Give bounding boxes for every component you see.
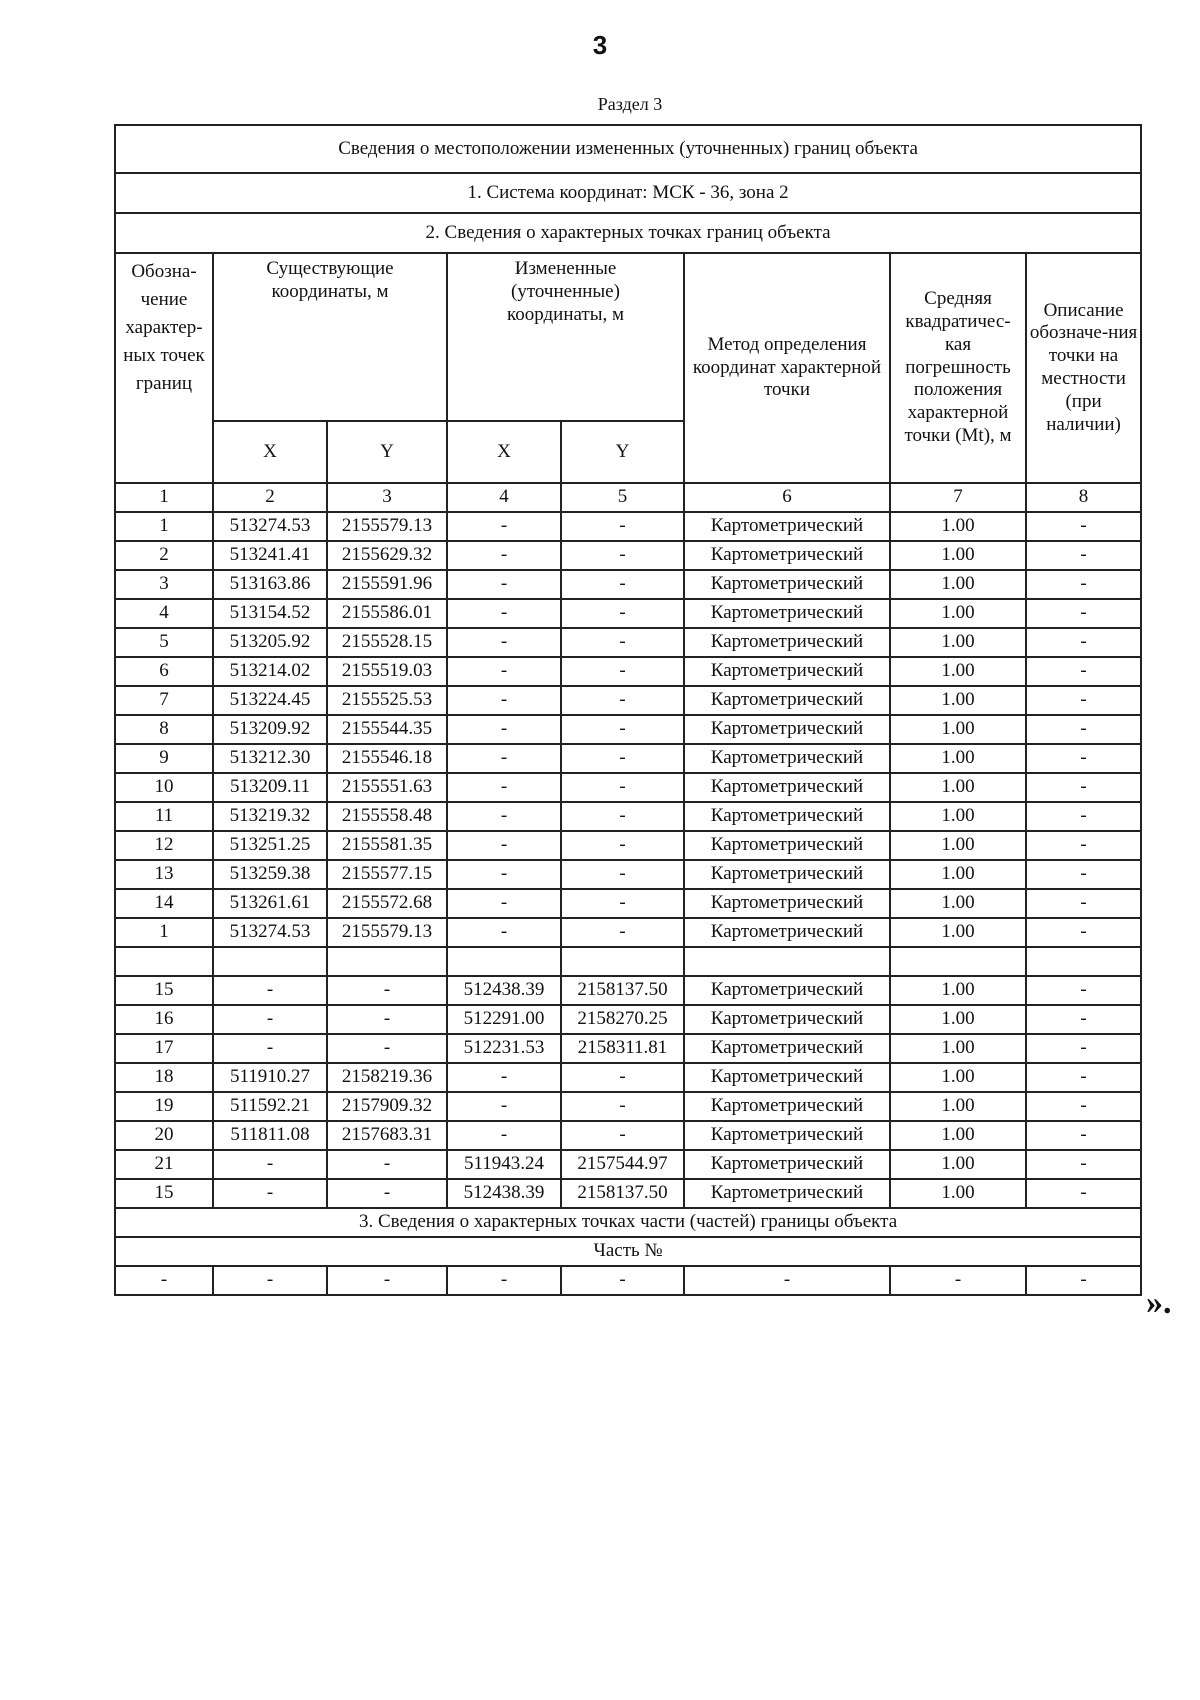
table-row: [115, 1005, 1141, 1034]
cell-existing-y: -: [327, 1150, 447, 1179]
section-label: Раздел 3: [597, 94, 663, 114]
table-row: [115, 541, 1141, 570]
table-row: [115, 686, 1141, 715]
cell-existing-y: 2157909.32: [327, 1092, 447, 1121]
cell-changed-y: -: [561, 802, 684, 831]
header-changed-y: Y: [561, 421, 684, 483]
table-row: [115, 802, 1141, 831]
cell-method: Картометрический: [684, 1063, 890, 1092]
cell-changed-x: -: [447, 628, 561, 657]
cell-point-id: 3: [115, 570, 213, 599]
cell-existing-y: -: [327, 1179, 447, 1208]
cell-mean-error: 1.00: [890, 541, 1026, 570]
cell-existing-y: -: [327, 1005, 447, 1034]
cell-changed-x: 512438.39: [447, 976, 561, 1005]
cell-existing-x: 513224.45: [213, 686, 327, 715]
column-number: 2: [213, 483, 327, 512]
table-row: [115, 773, 1141, 802]
cell-existing-x: 513209.11: [213, 773, 327, 802]
cell-changed-y: -: [561, 889, 684, 918]
cell-existing-y: 2155581.35: [327, 831, 447, 860]
cell-description: -: [1026, 802, 1141, 831]
cell-method: Картометрический: [684, 918, 890, 947]
cell-changed-x: 511943.24: [447, 1150, 561, 1179]
cell-point-id: [115, 947, 213, 976]
cell-existing-y: -: [327, 976, 447, 1005]
cell-existing-x: 513205.92: [213, 628, 327, 657]
cell-changed-x: -: [447, 541, 561, 570]
cell-point-id: 1: [115, 918, 213, 947]
cell-changed-x: -: [447, 831, 561, 860]
cell-description: -: [1026, 657, 1141, 686]
cell-changed-y: [561, 947, 684, 976]
cell-changed-x: -: [447, 570, 561, 599]
cell-existing-y: 2155577.15: [327, 860, 447, 889]
cell-changed-y: -: [561, 1121, 684, 1150]
table-row: [115, 599, 1141, 628]
cell-method: Картометрический: [684, 512, 890, 541]
cell-changed-x: -: [447, 860, 561, 889]
cell-changed-y: -: [561, 599, 684, 628]
cell-description: -: [1026, 1034, 1141, 1063]
cell-existing-y: 2155558.48: [327, 802, 447, 831]
cell-point-id: 4: [115, 599, 213, 628]
part-row: [115, 1266, 1141, 1295]
page-number: 3: [592, 30, 608, 60]
cell-changed-y: -: [561, 512, 684, 541]
header-designation: Обозна-чение характер-ных точек границ: [115, 253, 213, 483]
cell-point-id: 6: [115, 657, 213, 686]
closing-quote-mark: ».: [1146, 1284, 1172, 1321]
table-row: [115, 918, 1141, 947]
cell-point-id: 12: [115, 831, 213, 860]
cell-existing-y: 2155579.13: [327, 512, 447, 541]
cell-mean-error: 1.00: [890, 599, 1026, 628]
cell-description: -: [1026, 1063, 1141, 1092]
cell-changed-x: [447, 947, 561, 976]
cell-changed-y: -: [561, 1063, 684, 1092]
cell-changed-y: -: [561, 744, 684, 773]
cell-description: -: [1026, 860, 1141, 889]
table-row: [115, 744, 1141, 773]
header-existing-x: X: [213, 421, 327, 483]
cell-description: -: [1026, 831, 1141, 860]
cell-description: -: [1026, 1092, 1141, 1121]
cell-existing-x: 513259.38: [213, 860, 327, 889]
cell-changed-y: -: [561, 686, 684, 715]
cell-method: Картометрический: [684, 1005, 890, 1034]
table-row: [115, 1179, 1141, 1208]
cell-changed-x: 512438.39: [447, 1179, 561, 1208]
cell-description: -: [1026, 599, 1141, 628]
cell-method: Картометрический: [684, 541, 890, 570]
cell-existing-x: 513274.53: [213, 512, 327, 541]
cell-method: Картометрический: [684, 802, 890, 831]
cell-mean-error: 1.00: [890, 715, 1026, 744]
cell-changed-y: 2158311.81: [561, 1034, 684, 1063]
header-error: Средняя квадратичес-кая погрешность положения характерной точки (Mt), м: [890, 253, 1026, 483]
cell-existing-x: 511811.08: [213, 1121, 327, 1150]
cell-changed-x: -: [447, 715, 561, 744]
header-changed-coords: Измененные (уточненные) координаты, м: [447, 253, 684, 421]
cell-changed-x: -: [447, 1092, 561, 1121]
column-number: 6: [684, 483, 890, 512]
cell-existing-y: 2157683.31: [327, 1121, 447, 1150]
cell-changed-x: -: [447, 744, 561, 773]
table-row: [115, 628, 1141, 657]
table-title: Сведения о местоположении измененных (уточненных) границ объекта: [115, 125, 1141, 173]
cell-changed-y: 2158137.50: [561, 976, 684, 1005]
cell-changed-x: -: [447, 918, 561, 947]
cell-existing-x: 513212.30: [213, 744, 327, 773]
cell-existing-x: 513219.32: [213, 802, 327, 831]
cell-mean-error: 1.00: [890, 657, 1026, 686]
table-row: [115, 715, 1141, 744]
column-number: 5: [561, 483, 684, 512]
cell-description: -: [1026, 1121, 1141, 1150]
cell-point-id: 9: [115, 744, 213, 773]
cell-description: -: [1026, 976, 1141, 1005]
cell-changed-x: -: [447, 773, 561, 802]
cell-mean-error: 1.00: [890, 860, 1026, 889]
cell-method: [684, 947, 890, 976]
cell-existing-x: 513209.92: [213, 715, 327, 744]
cell-method: Картометрический: [684, 889, 890, 918]
cell-mean-error: 1.00: [890, 1034, 1026, 1063]
part-cell: -: [213, 1266, 327, 1295]
table-row: [115, 1150, 1141, 1179]
cell-changed-y: -: [561, 860, 684, 889]
cell-method: Картометрический: [684, 1179, 890, 1208]
parts-section-heading: 3. Сведения о характерных точках части (частей) границы объекта: [115, 1208, 1141, 1237]
cell-existing-x: [213, 947, 327, 976]
cell-method: Картометрический: [684, 1092, 890, 1121]
cell-mean-error: 1.00: [890, 1179, 1026, 1208]
table-row: [115, 860, 1141, 889]
part-cell: -: [684, 1266, 890, 1295]
cell-point-id: 10: [115, 773, 213, 802]
cell-existing-y: 2155519.03: [327, 657, 447, 686]
cell-description: -: [1026, 512, 1141, 541]
cell-description: -: [1026, 773, 1141, 802]
table-row: [115, 889, 1141, 918]
cell-changed-x: 512231.53: [447, 1034, 561, 1063]
cell-method: Картометрический: [684, 657, 890, 686]
cell-changed-y: -: [561, 1092, 684, 1121]
cell-method: Картометрический: [684, 628, 890, 657]
cell-existing-y: 2155572.68: [327, 889, 447, 918]
cell-description: -: [1026, 889, 1141, 918]
cell-point-id: 15: [115, 1179, 213, 1208]
cell-existing-y: 2155546.18: [327, 744, 447, 773]
cell-method: Картометрический: [684, 599, 890, 628]
cell-existing-y: 2158219.36: [327, 1063, 447, 1092]
table-row: [115, 1063, 1141, 1092]
column-number: 3: [327, 483, 447, 512]
cell-method: Картометрический: [684, 1150, 890, 1179]
cell-existing-y: -: [327, 1034, 447, 1063]
cell-changed-y: -: [561, 628, 684, 657]
cell-mean-error: 1.00: [890, 628, 1026, 657]
cell-method: Картометрический: [684, 715, 890, 744]
cell-existing-x: -: [213, 1034, 327, 1063]
cell-changed-y: 2158270.25: [561, 1005, 684, 1034]
cell-point-id: 19: [115, 1092, 213, 1121]
column-number: 7: [890, 483, 1026, 512]
cell-mean-error: 1.00: [890, 1063, 1026, 1092]
header-description: Описание обозначе-ния точки на местности (при наличии): [1026, 253, 1141, 483]
cell-existing-y: 2155586.01: [327, 599, 447, 628]
cell-existing-x: 513163.86: [213, 570, 327, 599]
cell-existing-y: 2155528.15: [327, 628, 447, 657]
cell-description: -: [1026, 1150, 1141, 1179]
points-section-heading: 2. Сведения о характерных точках границ объекта: [115, 213, 1141, 253]
cell-existing-x: -: [213, 976, 327, 1005]
cell-method: Картометрический: [684, 773, 890, 802]
header-method: Метод определения координат характерной точки: [684, 253, 890, 483]
header-existing-y: Y: [327, 421, 447, 483]
cell-changed-y: -: [561, 831, 684, 860]
column-number: 4: [447, 483, 561, 512]
cell-changed-y: -: [561, 773, 684, 802]
table-row: [115, 570, 1141, 599]
cell-method: Картометрический: [684, 1121, 890, 1150]
cell-existing-y: 2155591.96: [327, 570, 447, 599]
cell-mean-error: 1.00: [890, 1005, 1026, 1034]
cell-description: -: [1026, 686, 1141, 715]
cell-method: Картометрический: [684, 686, 890, 715]
cell-existing-x: 511592.21: [213, 1092, 327, 1121]
cell-existing-x: 513251.25: [213, 831, 327, 860]
cell-description: -: [1026, 541, 1141, 570]
cell-point-id: 15: [115, 976, 213, 1005]
cell-mean-error: 1.00: [890, 889, 1026, 918]
cell-description: -: [1026, 1179, 1141, 1208]
boundary-points-table: [114, 124, 1142, 1296]
cell-method: Картометрический: [684, 976, 890, 1005]
cell-mean-error: 1.00: [890, 773, 1026, 802]
cell-existing-x: 513154.52: [213, 599, 327, 628]
cell-point-id: 7: [115, 686, 213, 715]
cell-description: [1026, 947, 1141, 976]
column-number-row: [115, 483, 1141, 512]
cell-existing-y: 2155544.35: [327, 715, 447, 744]
cell-changed-y: 2157544.97: [561, 1150, 684, 1179]
cell-mean-error: 1.00: [890, 686, 1026, 715]
cell-changed-y: -: [561, 541, 684, 570]
cell-point-id: 16: [115, 1005, 213, 1034]
table-row: [115, 657, 1141, 686]
part-cell: -: [561, 1266, 684, 1295]
cell-mean-error: 1.00: [890, 831, 1026, 860]
cell-mean-error: 1.00: [890, 1150, 1026, 1179]
cell-changed-x: -: [447, 686, 561, 715]
cell-changed-y: -: [561, 570, 684, 599]
part-number-label: Часть №: [115, 1237, 1141, 1266]
cell-point-id: 18: [115, 1063, 213, 1092]
cell-method: Картометрический: [684, 1034, 890, 1063]
cell-method: Картометрический: [684, 744, 890, 773]
cell-changed-y: 2158137.50: [561, 1179, 684, 1208]
cell-existing-y: 2155629.32: [327, 541, 447, 570]
cell-description: -: [1026, 628, 1141, 657]
table-row: [115, 947, 1141, 976]
table-row: [115, 1034, 1141, 1063]
coordinate-system: 1. Система координат: МСК - 36, зона 2: [115, 173, 1141, 213]
cell-point-id: 21: [115, 1150, 213, 1179]
cell-existing-x: 513241.41: [213, 541, 327, 570]
column-number: 8: [1026, 483, 1141, 512]
cell-existing-y: 2155579.13: [327, 918, 447, 947]
cell-changed-x: -: [447, 599, 561, 628]
cell-description: -: [1026, 715, 1141, 744]
cell-existing-x: 513261.61: [213, 889, 327, 918]
header-changed-x: X: [447, 421, 561, 483]
cell-existing-x: 511910.27: [213, 1063, 327, 1092]
cell-existing-x: 513274.53: [213, 918, 327, 947]
cell-description: -: [1026, 570, 1141, 599]
table-row: [115, 831, 1141, 860]
cell-point-id: 13: [115, 860, 213, 889]
cell-changed-y: -: [561, 715, 684, 744]
cell-point-id: 1: [115, 512, 213, 541]
cell-point-id: 17: [115, 1034, 213, 1063]
cell-mean-error: 1.00: [890, 1121, 1026, 1150]
part-cell: -: [1026, 1266, 1141, 1295]
cell-mean-error: 1.00: [890, 802, 1026, 831]
cell-existing-x: -: [213, 1179, 327, 1208]
cell-mean-error: 1.00: [890, 1092, 1026, 1121]
cell-changed-y: -: [561, 657, 684, 686]
part-cell: -: [327, 1266, 447, 1295]
table-row: [115, 512, 1141, 541]
cell-point-id: 8: [115, 715, 213, 744]
cell-changed-x: -: [447, 512, 561, 541]
cell-existing-x: 513214.02: [213, 657, 327, 686]
cell-existing-x: -: [213, 1005, 327, 1034]
cell-mean-error: 1.00: [890, 512, 1026, 541]
part-cell: -: [890, 1266, 1026, 1295]
column-number: 1: [115, 483, 213, 512]
cell-changed-x: -: [447, 657, 561, 686]
cell-point-id: 14: [115, 889, 213, 918]
cell-changed-x: -: [447, 802, 561, 831]
cell-changed-x: 512291.00: [447, 1005, 561, 1034]
cell-mean-error: [890, 947, 1026, 976]
cell-method: Картометрический: [684, 831, 890, 860]
table-row: [115, 976, 1141, 1005]
cell-existing-x: -: [213, 1150, 327, 1179]
cell-point-id: 5: [115, 628, 213, 657]
cell-method: Картометрический: [684, 860, 890, 889]
cell-existing-y: 2155525.53: [327, 686, 447, 715]
cell-description: -: [1026, 744, 1141, 773]
cell-method: Картометрический: [684, 570, 890, 599]
cell-description: -: [1026, 1005, 1141, 1034]
header-existing-coords: Существующие координаты, м: [213, 253, 447, 421]
cell-changed-y: -: [561, 918, 684, 947]
cell-point-id: 20: [115, 1121, 213, 1150]
cell-changed-x: -: [447, 1121, 561, 1150]
cell-mean-error: 1.00: [890, 976, 1026, 1005]
part-cell: -: [447, 1266, 561, 1295]
cell-point-id: 11: [115, 802, 213, 831]
cell-mean-error: 1.00: [890, 918, 1026, 947]
cell-existing-y: [327, 947, 447, 976]
part-cell: -: [115, 1266, 213, 1295]
cell-changed-x: -: [447, 1063, 561, 1092]
cell-mean-error: 1.00: [890, 570, 1026, 599]
table-row: [115, 1092, 1141, 1121]
cell-existing-y: 2155551.63: [327, 773, 447, 802]
cell-changed-x: -: [447, 889, 561, 918]
cell-mean-error: 1.00: [890, 744, 1026, 773]
cell-point-id: 2: [115, 541, 213, 570]
table-row: [115, 1121, 1141, 1150]
cell-description: -: [1026, 918, 1141, 947]
